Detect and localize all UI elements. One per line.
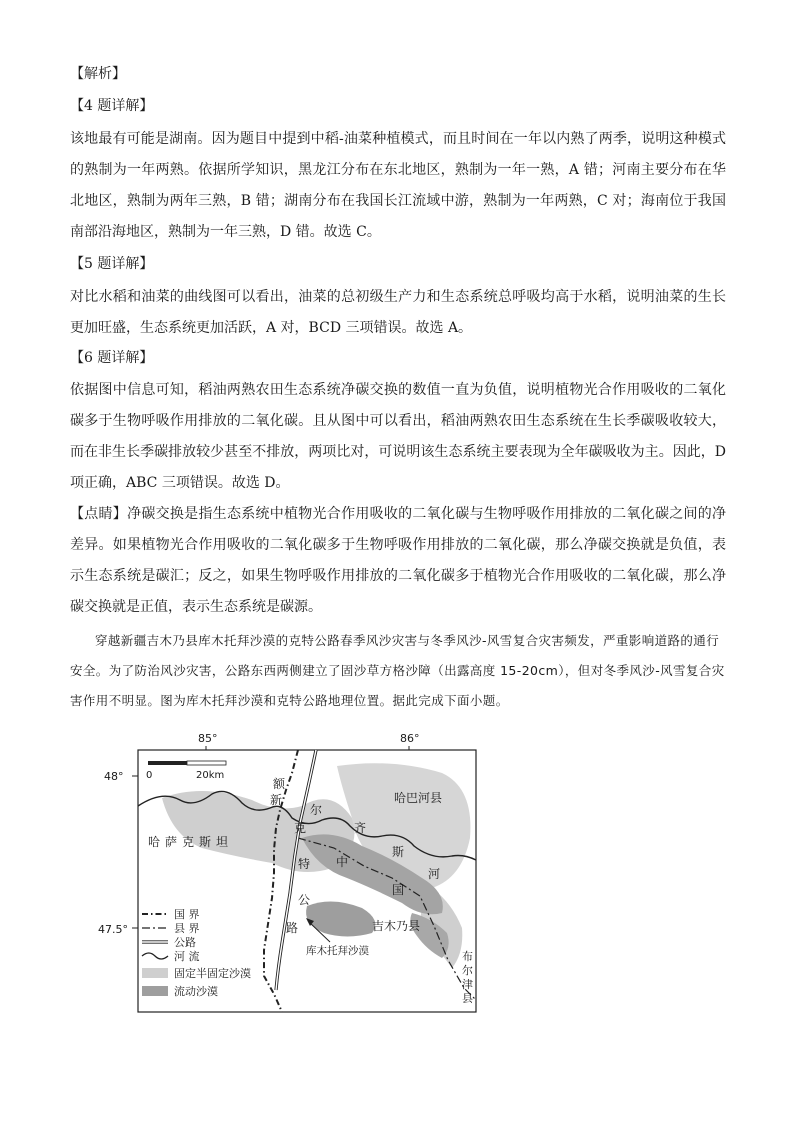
river-char-2: 尔	[310, 803, 323, 817]
q4-explanation: 该地最有可能是湖南。因为题目中提到中稻-油菜种植模式，而且时间在一年以内熟了两季，说明这种模式的熟制为一年两熟。依据所学知识，黑龙江分布在东北地区，熟制为一年一熟，A 错；河南主要分布在华北地区，熟制为两年三熟，B 错；湖南分布在我国长江流域中游，熟制为一年两熟，C 对；海南位于我国南部沿海地区，熟制为一年三熟，D 错。故选 C。	[70, 131, 726, 240]
kazakhstan-label: 哈萨克斯坦	[148, 835, 234, 849]
question-intro: 穿越新疆吉木乃县库木托拜沙漠的克特公路春季风沙灾害与冬季风沙-风雪复合灾害频发，严重影响道路的通行安全。为了防治风沙灾害，公路东西两侧建立了固沙草方格沙障（出露高度 15-20cm），但对冬季风沙-风雪复合灾害作用不明显。图为库木托拜沙漠和克特公路地理位置。据此完成下面小题。	[70, 633, 725, 708]
habahe-county-label: 哈巴河县	[394, 791, 443, 805]
location-map	[98, 728, 482, 1018]
china-char-1: 中	[336, 855, 349, 869]
legend-mobile-desert-symbol	[142, 986, 168, 996]
kumutuobai-desert-label: 库木托拜沙漠	[306, 945, 369, 957]
road-char-0: 新	[270, 793, 283, 807]
scale-20km-label: 20km	[196, 770, 225, 781]
tip-paragraph	[70, 499, 726, 623]
q6-heading: 【6 题详解】	[70, 350, 154, 366]
q5-heading: 【5 题详解】	[70, 256, 154, 272]
buerjin-char-2: 尔	[462, 964, 473, 977]
scale-bar-black-segment	[148, 761, 187, 765]
lat-47-5-label: 47.5°	[98, 923, 128, 936]
lon-86-label: 86°	[400, 732, 420, 745]
buerjin-char-4: 县	[462, 992, 473, 1005]
legend-fixed-desert-label: 固定半固定沙漠	[174, 967, 251, 980]
river-char-1: 额	[273, 777, 286, 791]
lon-85-label: 85°	[198, 732, 218, 745]
q4-heading: 【4 题详解】	[70, 98, 154, 114]
legend-fixed-desert-symbol	[142, 968, 168, 978]
analysis-heading: 【解析】	[70, 66, 126, 82]
road-char-2: 特	[298, 857, 311, 871]
river-char-5: 河	[428, 867, 441, 881]
buerjin-char-1: 布	[462, 950, 473, 963]
jimunai-county-label: 吉木乃县	[372, 919, 421, 933]
legend-mobile-desert-label: 流动沙漠	[174, 985, 218, 998]
legend-county-border-label: 县 界	[174, 922, 200, 935]
lat-48-label: 48°	[104, 770, 124, 783]
river-char-3: 齐	[354, 821, 367, 835]
scale-zero-label: 0	[146, 770, 153, 781]
legend-national-border-label: 国 界	[174, 908, 200, 921]
q5-explanation: 对比水稻和油菜的曲线图可以看出，油菜的总初级生产力和生态系统总呼吸均高于水稻，说明油菜的生长更加旺盛，生态系统更加活跃，A 对，BCD 三项错误。故选 A。	[70, 289, 726, 336]
road-char-4: 路	[286, 921, 299, 935]
q6-explanation: 依据图中信息可知，稻油两熟农田生态系统净碳交换的数值一直为负值，说明植物光合作用吸收的二氧化碳多于生物呼吸作用排放的二氧化碳。且从图中可以看出，稻油两熟农田生态系统在生长季碳吸收较大，而在非生长季碳排放较少甚至不排放，两项比对，可说明该生态系统主要表现为全年碳吸收为主。因此，D 项正确，ABC 三项错误。故选 D。	[70, 382, 726, 491]
legend-river-label: 河 流	[174, 950, 200, 963]
river-char-4: 斯	[392, 845, 405, 859]
scale-bar-white-segment	[187, 761, 226, 765]
buerjin-char-3: 津	[462, 978, 473, 991]
road-char-3: 公	[298, 893, 311, 907]
tip-body: 净碳交换是指生态系统中植物光合作用吸收的二氧化碳与生物呼吸作用排放的二氧化碳之间的净差异。如果植物光合作用吸收的二氧化碳多于生物呼吸作用排放的二氧化碳，那么净碳交换就是负值，表示生态系统是碳汇；反之，如果生物呼吸作用排放的二氧化碳多于植物光合作用吸收的二氧化碳，那么净碳交换就是正值，表示生态系统是碳源。	[70, 506, 727, 615]
legend-road-label: 公路	[174, 936, 196, 949]
road-char-1: 克	[294, 821, 307, 835]
tip-heading: 【点睛】	[70, 506, 128, 522]
china-char-2: 国	[392, 883, 405, 897]
